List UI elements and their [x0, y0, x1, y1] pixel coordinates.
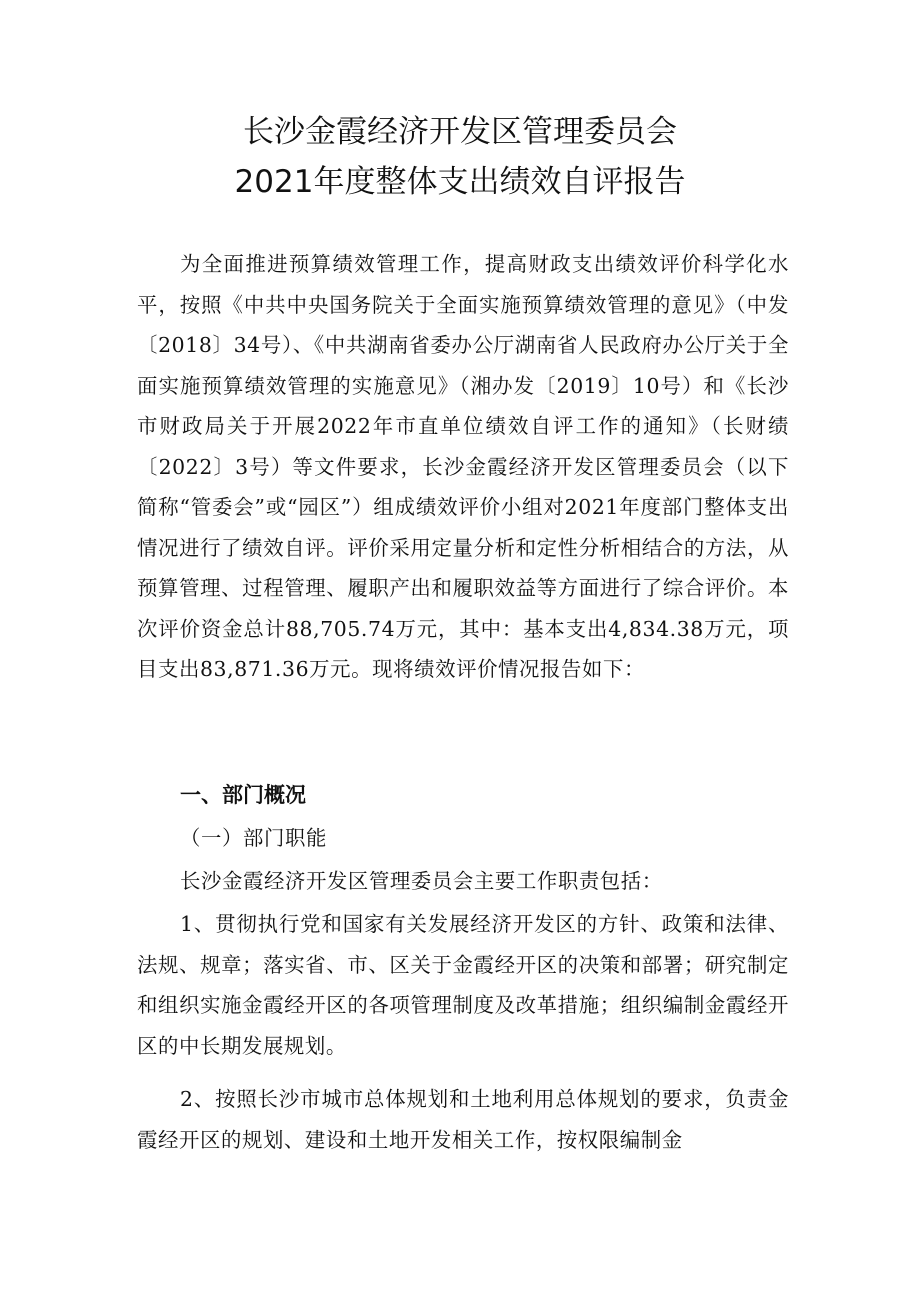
duty-paragraph-1: 1、贯彻执行党和国家有关发展经济开发区的方针、政策和法律、法规、规章；落实省、市、区关于金霞经开区的决策和部署；研究制定和组织实施金霞经开区的各项管理制度及改革措施；组织编制金霞经开区的中长期发展规划。: [137, 912, 789, 1058]
duties-intro-paragraph: 长沙金霞经济开发区管理委员会主要工作职责包括：: [180, 869, 663, 893]
document-title-line1: 长沙金霞经济开发区管理委员会: [243, 114, 677, 150]
subsection-heading-functions: （一）部门职能: [180, 826, 327, 850]
section-heading-overview: 一、部门概况: [180, 783, 306, 807]
duty-paragraph-2: 2、按照长沙市城市总体规划和土地利用总体规划的要求，负责金霞经开区的规划、建设和土地开发相关工作，按权限编制金: [137, 1087, 789, 1152]
intro-paragraph: 为全面推进预算绩效管理工作，提高财政支出绩效评价科学化水平，按照《中共中央国务院关于全面实施预算绩效管理的意见》（中发〔2018〕34号）、《中共湖南省委办公厅湖南省人民政府办公厅关于全面实施预算绩效管理的实施意见》（湘办发〔2019〕10号）和《长沙市财政局关于开展2022年市直单位绩效自评工作的通知》（长财绩〔2022〕3号）等文件要求，长沙金霞经济开发区管理委员会（以下简称“管委会”或“园区”）组成绩效评价小组对2021年度部门整体支出情况进行了绩效自评。评价采用定量分析和定性分析相结合的方法，从预算管理、过程管理、履职产出和履职效益等方面进行了综合评价。本次评价资金总计88,705.74万元，其中：基本支出4,834.38万元，项目支出83,871.36万元。现将绩效评价情况报告如下：: [137, 252, 789, 681]
document-title-line2: 2021年度整体支出绩效自评报告: [234, 164, 686, 200]
